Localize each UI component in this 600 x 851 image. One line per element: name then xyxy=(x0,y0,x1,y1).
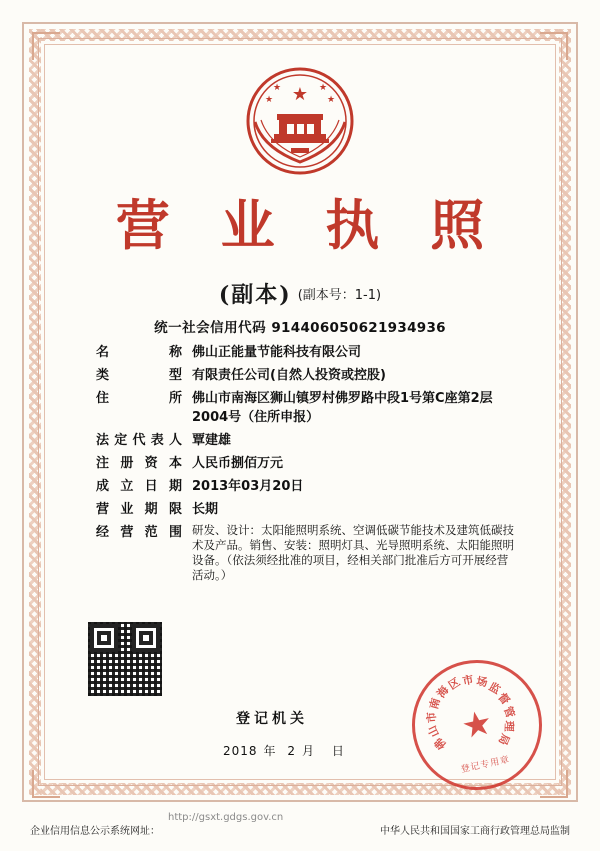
field-row xyxy=(96,389,516,427)
field-row xyxy=(96,366,516,385)
svg-text:★: ★ xyxy=(272,83,282,93)
seal-ring-char: 市 xyxy=(461,672,475,688)
seal-ring-char: 南 xyxy=(427,696,443,711)
field-label-type: 类型 xyxy=(96,368,182,383)
issue-year: 2018 xyxy=(223,744,258,758)
document-subtitle: (副本) xyxy=(218,282,292,308)
issue-day-unit: 日 xyxy=(331,744,345,758)
footer xyxy=(30,822,570,837)
issue-date xyxy=(220,742,348,759)
seal-ring-char: 区 xyxy=(446,675,463,693)
seal-ring-char: 理 xyxy=(502,720,516,732)
document-title: 营 业 执 照 xyxy=(115,193,501,257)
seal-ring-char: 市 xyxy=(424,711,439,724)
field-value-type: 有限责任公司(自然人投资或控股) xyxy=(192,368,386,383)
emblem-container xyxy=(0,62,600,180)
field-label-term: 营业期限 xyxy=(96,502,182,517)
field-value-name: 佛山正能量节能科技有限公司 xyxy=(192,345,362,360)
svg-text:★: ★ xyxy=(318,83,328,93)
field-value-legal-rep: 覃建雄 xyxy=(192,433,232,448)
field-label-address: 住所 xyxy=(96,391,182,406)
corner-ornament-top-left xyxy=(32,32,60,60)
issue-month: 2 xyxy=(287,744,297,758)
field-row xyxy=(96,454,516,473)
field-value-scope: 研发、设计：太阳能照明系统、空调低碳节能技术及建筑低碳技术及产品。销售、安装：照明灯具、光导照明系统、太阳能照明设备。（依法须经批准的项目，经相关部门批准后方可开展经营活动。） xyxy=(192,523,514,582)
corner-ornament-top-right xyxy=(540,32,568,60)
seal-ring-char: 督 xyxy=(495,690,513,708)
field-row xyxy=(96,523,516,583)
field-row xyxy=(96,477,516,496)
seal-ring-char: 管 xyxy=(500,704,517,720)
seal-ring-char: 场 xyxy=(475,674,489,690)
corner-ornament-bottom-right xyxy=(540,770,568,798)
issue-year-unit: 年 xyxy=(263,744,277,758)
field-row xyxy=(96,431,516,450)
seal-ring-char: 海 xyxy=(434,683,452,701)
svg-text:★: ★ xyxy=(291,84,309,105)
seal-ring-char: 山 xyxy=(425,723,442,740)
seal-ring-char: 局 xyxy=(495,731,513,747)
field-row xyxy=(96,343,516,362)
seal-sub-text: 登记专用章 xyxy=(460,755,512,776)
field-value-capital: 人民币捌佰万元 xyxy=(192,456,284,471)
field-label-legal-rep: 法定代表人 xyxy=(96,433,182,448)
footer-right-text: 中华人民共和国国家工商行政管理总局监制 xyxy=(380,826,570,837)
corner-ornament-bottom-left xyxy=(32,770,60,798)
credit-code-value: 914406050621934936 xyxy=(271,320,446,336)
credit-code-line xyxy=(0,316,600,336)
field-value-address: 佛山市南海区狮山镇罗村佛罗路中段1号第C座第2层2004号（住所申报） xyxy=(192,391,493,425)
field-value-founded: 2013年03月20日 xyxy=(192,479,304,494)
field-label-capital: 注册资本 xyxy=(96,456,182,471)
credit-code-label: 统一社会信用代码 xyxy=(154,320,267,336)
footer-url: http://gsxt.gdgs.gov.cn xyxy=(168,812,284,823)
seal-ring-char: 监 xyxy=(486,680,503,697)
national-emblem-icon xyxy=(241,62,359,180)
qr-code-icon xyxy=(88,622,162,696)
svg-text:★: ★ xyxy=(326,95,336,105)
footer-left-text: 企业信用信息公示系统网址： xyxy=(30,826,160,837)
field-row xyxy=(96,500,516,519)
field-list xyxy=(96,343,516,587)
field-label-scope: 经营范围 xyxy=(96,525,182,540)
field-label-name: 名称 xyxy=(96,345,182,360)
svg-text:★: ★ xyxy=(264,95,274,105)
seal-star-icon: ★ xyxy=(457,702,497,748)
copy-number: (副本号：1-1) xyxy=(297,288,382,303)
authority-label: 登记机关 xyxy=(236,711,308,727)
seal-ring-char: 佛 xyxy=(431,735,449,753)
field-value-term: 长期 xyxy=(192,502,219,517)
issue-month-unit: 月 xyxy=(302,744,316,758)
field-label-founded: 成立日期 xyxy=(96,479,182,494)
subtitle-row xyxy=(0,278,600,309)
